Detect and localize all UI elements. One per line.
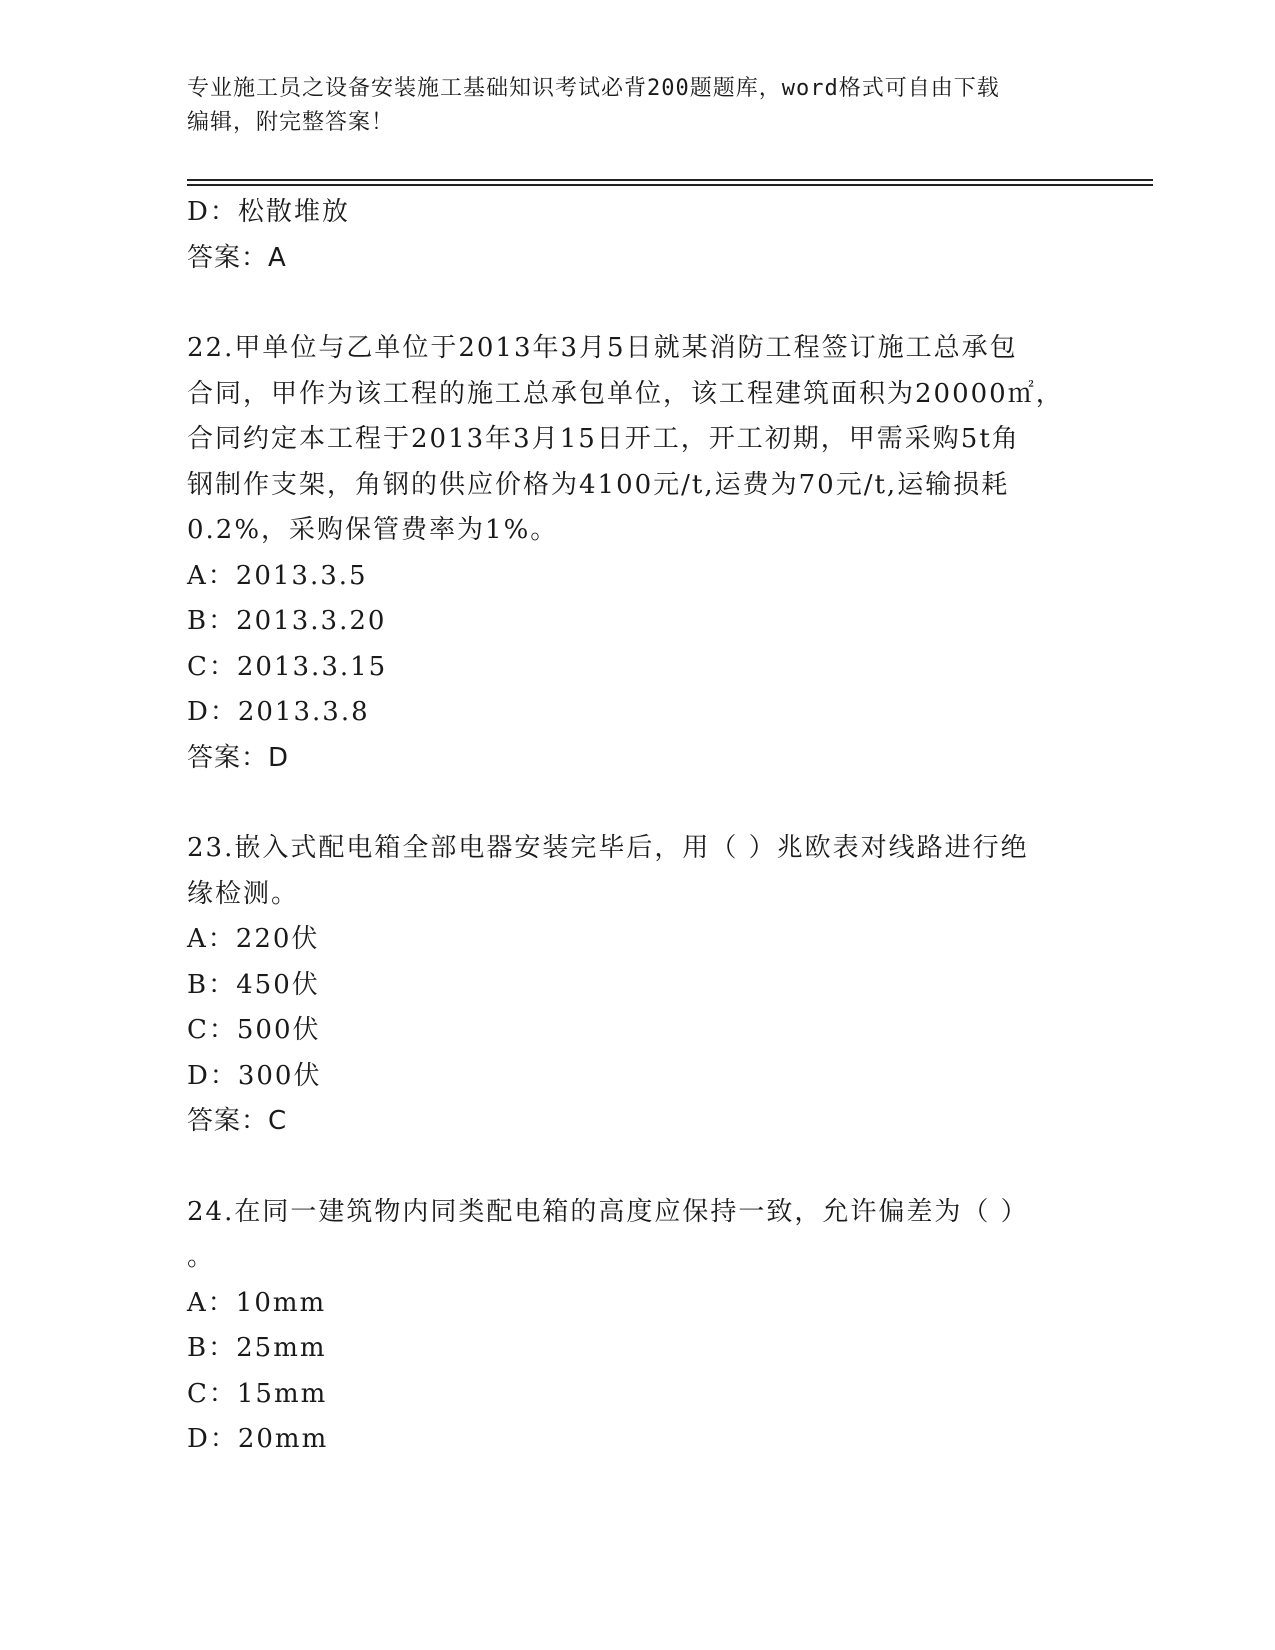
option-a: A：10mm <box>187 1287 327 1318</box>
option-d: D：20mm <box>187 1424 329 1454</box>
question-line: 23.嵌入式配电箱全部电器安装完毕后，用（ ）兆欧表对线路进行绝 <box>187 833 1029 863</box>
answer-line: 答案：A <box>187 242 287 273</box>
option-a: A：2013.3.5 <box>187 560 368 591</box>
header-line-2: 编辑，附完整答案！ <box>187 110 395 135</box>
spacer <box>187 281 1087 326</box>
answer-line: 答案：D <box>187 742 290 773</box>
header-line-1: 专业施工员之设备安装施工基础知识考试必背200题题库，word格式可自由下载 <box>187 76 1000 101</box>
document-body <box>187 190 1087 1463</box>
option-c: C：2013.3.15 <box>187 651 388 682</box>
option-c: C：500伏 <box>187 1015 321 1045</box>
option-c: C：15mm <box>187 1378 328 1409</box>
question-23 <box>187 826 1087 1145</box>
option-b: B：450伏 <box>187 969 320 1000</box>
header-divider-top <box>187 179 1153 181</box>
question-22 <box>187 326 1087 781</box>
question-line: 合同，甲作为该工程的施工总承包单位，该工程建筑面积为20000㎡， <box>187 378 1064 409</box>
answer-line: 答案：C <box>187 1106 288 1136</box>
document-header <box>187 72 1087 140</box>
previous-question-tail <box>187 190 1087 281</box>
option-b: B：25mm <box>187 1333 327 1363</box>
question-line: 0.2%，采购保管费率为1%。 <box>187 515 559 545</box>
spacer <box>187 781 1087 826</box>
option-b: B：2013.3.20 <box>187 606 387 636</box>
option-d: D：300伏 <box>187 1060 322 1091</box>
question-line: 。 <box>187 1242 216 1272</box>
spacer <box>187 1145 1087 1190</box>
option-a: A：220伏 <box>187 924 320 954</box>
question-line: 合同约定本工程于2013年3月15日开工，开工初期，甲需采购5t角 <box>187 424 1020 454</box>
question-24 <box>187 1190 1087 1463</box>
option-d: D：松散堆放 <box>187 197 350 227</box>
option-d: D：2013.3.8 <box>187 697 370 727</box>
question-line: 钢制作支架，角钢的供应价格为4100元/t,运费为70元/t,运输损耗 <box>187 469 1010 500</box>
question-line: 22.甲单位与乙单位于2013年3月5日就某消防工程签订施工总承包 <box>187 333 1018 363</box>
header-divider-bottom <box>187 184 1153 186</box>
question-line: 24.在同一建筑物内同类配电箱的高度应保持一致，允许偏差为（ ） <box>187 1196 1029 1227</box>
question-line: 缘检测。 <box>187 878 300 909</box>
